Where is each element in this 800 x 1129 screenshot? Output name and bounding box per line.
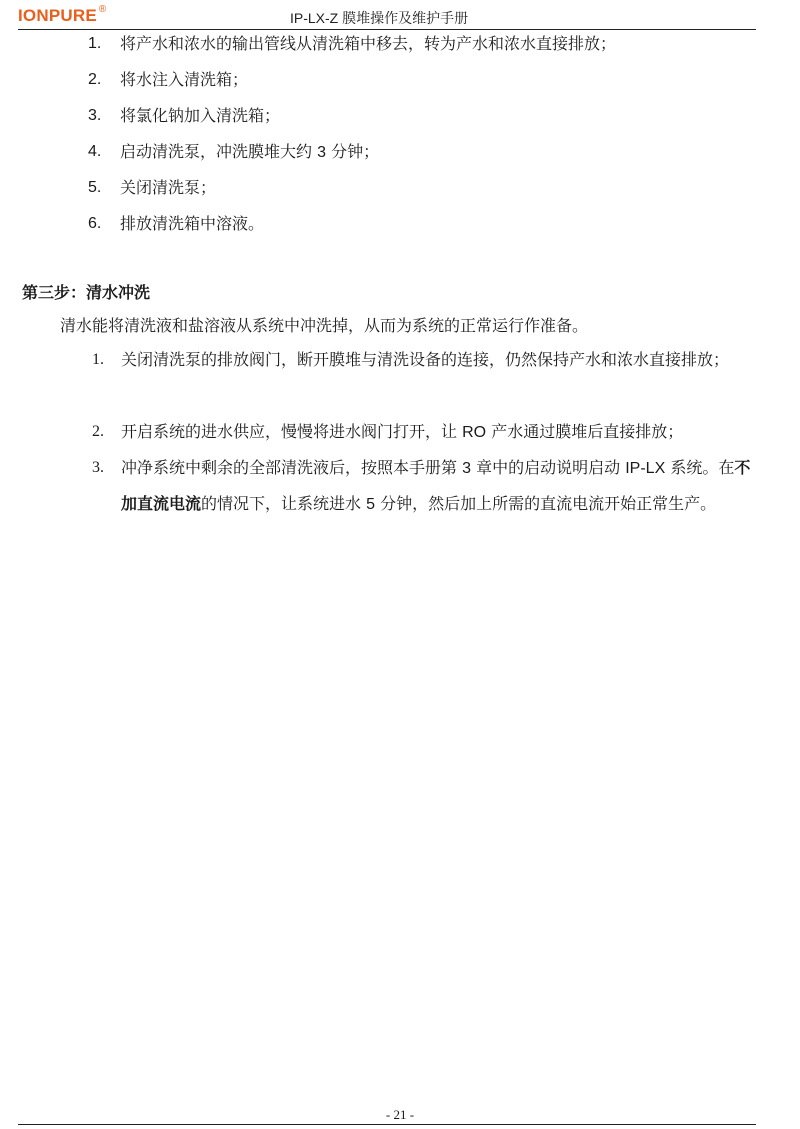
text-segment: 分钟，然后加上所需的直流电流开始正常生产。 bbox=[380, 494, 717, 513]
page-number: - 21 - bbox=[385, 1107, 415, 1122]
list-number: 2. bbox=[88, 71, 102, 88]
list-text: 关闭清洗泵的排放阀门，断开膜堆与清洗设备的连接，仍然保持产水和浓水直接排放； bbox=[121, 350, 730, 369]
list-text: 排放清洗箱中溶液。 bbox=[120, 214, 265, 233]
section-heading: 第三步：清水冲洗 bbox=[22, 285, 151, 302]
list-number: 2. bbox=[92, 423, 104, 440]
list-number: 1. bbox=[92, 351, 104, 368]
text-segment: 启动清洗泵，冲洗膜堆大约 bbox=[120, 142, 313, 161]
list-text bbox=[121, 450, 757, 522]
text-segment: 章中的启动说明启动 bbox=[476, 458, 621, 477]
text-segment: 系统。在 bbox=[670, 458, 735, 477]
minutes-value: 5 bbox=[366, 496, 376, 513]
list-number: 1. bbox=[88, 35, 102, 52]
registered-mark: ® bbox=[98, 4, 107, 16]
ro-label: RO bbox=[462, 424, 487, 441]
list-item bbox=[92, 342, 757, 377]
list-number: 5. bbox=[88, 179, 102, 196]
document-title: IP-LX-Z 膜堆操作及维护手册 bbox=[290, 10, 469, 26]
emphasis-text: 不加直流电流 bbox=[121, 458, 751, 513]
chapter-number: 3 bbox=[462, 460, 472, 477]
header-divider bbox=[18, 29, 756, 30]
list-number: 3. bbox=[88, 107, 102, 124]
page-header bbox=[18, 4, 756, 32]
text-segment: 的情况下，让系统进水 bbox=[201, 494, 362, 513]
list-text: 将水注入清洗箱； bbox=[120, 70, 249, 89]
list-number: 6. bbox=[88, 215, 102, 232]
logo-text: IONPURE bbox=[18, 6, 97, 25]
list-text: 将产水和浓水的输出管线从清洗箱中移去，转为产水和浓水直接排放； bbox=[120, 34, 617, 53]
model-name: IP-LX bbox=[625, 460, 666, 477]
list-text bbox=[121, 414, 757, 450]
list-text bbox=[120, 142, 379, 163]
list-number: 3. bbox=[92, 459, 104, 476]
ionpure-logo bbox=[18, 6, 106, 26]
section-intro: 清水能将清洗液和盐溶液从系统中冲洗掉，从而为系统的正常运行作准备。 bbox=[60, 316, 589, 335]
text-segment: 产水通过膜堆后直接排放； bbox=[491, 422, 684, 441]
minutes-value: 3 bbox=[317, 144, 327, 161]
text-segment: 开启系统的进水供应，慢慢将进水阀门打开，让 bbox=[121, 422, 458, 441]
list-text: 将氯化钠加入清洗箱； bbox=[120, 106, 281, 125]
list-text: 关闭清洗泵； bbox=[120, 178, 217, 197]
text-segment: 冲净系统中剩余的全部清洗液后，按照本手册第 bbox=[121, 458, 458, 477]
footer-divider bbox=[18, 1124, 756, 1125]
list-item bbox=[92, 414, 757, 450]
list-number: 4. bbox=[88, 143, 102, 160]
text-segment: 分钟； bbox=[331, 142, 380, 161]
list-item bbox=[92, 450, 757, 522]
